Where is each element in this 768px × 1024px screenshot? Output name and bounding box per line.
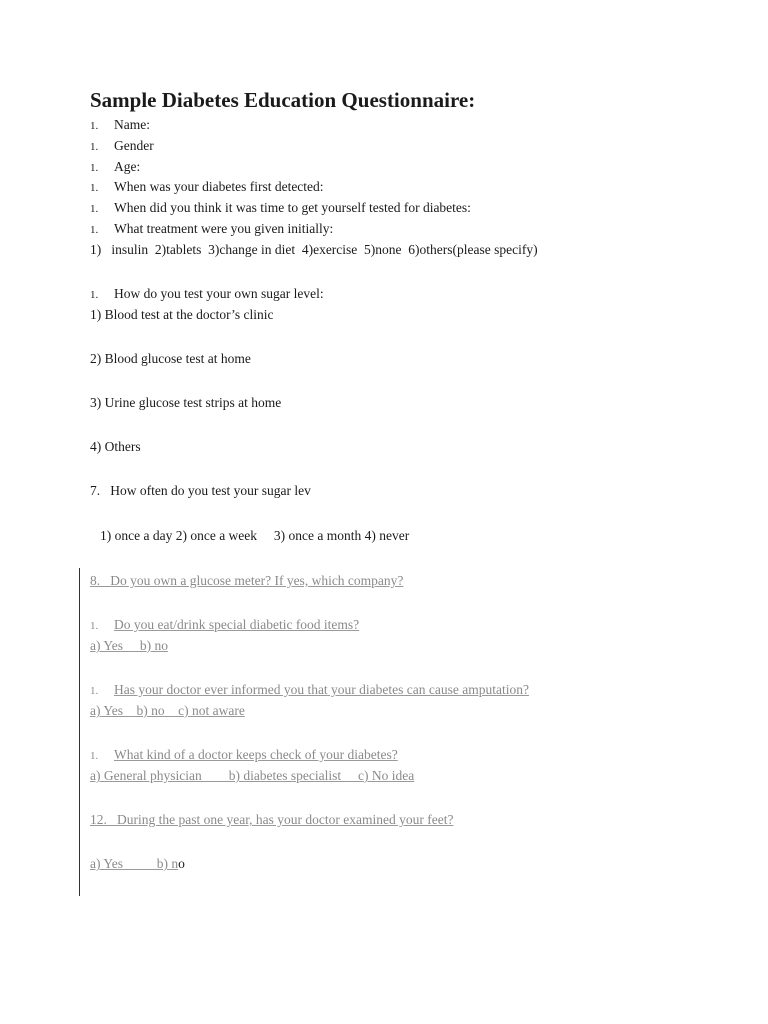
test-option: 1) Blood test at the doctor’s clinic: [90, 307, 274, 322]
list-number: 1.: [90, 224, 99, 236]
food-options: a) Yes b) no: [90, 638, 169, 653]
frequency-options: 1) once a day 2) once a week 3) once a month 4) never: [100, 528, 410, 543]
document-title: Sample Diabetes Education Questionnaire:: [90, 88, 476, 112]
test-option: 3) Urine glucose test strips at home: [90, 395, 282, 410]
list-number: 1.: [90, 620, 99, 632]
question-name: [90, 116, 150, 135]
treatment-options: 1) insulin 2)tablets 3)change in diet 4)exercise 5)none 6)others(please specify): [90, 242, 538, 257]
list-number: 1.: [90, 750, 99, 762]
list-number: 1.: [90, 162, 99, 174]
question-text: When was your diabetes first detected:: [114, 179, 324, 194]
question-text: Age:: [114, 159, 141, 174]
question-diabetic-food: [90, 616, 359, 635]
question-treatment: [90, 220, 333, 239]
question-text: What kind of a doctor keeps check of your diabetes?: [114, 747, 398, 762]
question-feet-exam: 12. During the past one year, has your doctor examined your feet?: [90, 812, 454, 827]
question-tested: [90, 199, 471, 218]
question-gender: [90, 137, 154, 156]
list-number: 1.: [90, 203, 99, 215]
list-number: 1.: [90, 685, 99, 697]
question-text: What treatment were you given initially:: [114, 221, 334, 236]
question-test-method: [90, 285, 324, 304]
feet-exam-options: [90, 855, 185, 873]
amputation-options: a) Yes b) no c) not aware: [90, 703, 245, 718]
question-text: How do you test your own sugar level:: [114, 286, 324, 301]
options-tracked-text: a) Yes b) n: [90, 856, 179, 871]
question-text: When did you think it was time to get yourself tested for diabetes:: [114, 200, 471, 215]
question-text: Name:: [114, 117, 150, 132]
question-doctor-type: [90, 746, 398, 765]
question-test-frequency: 7. How often do you test your sugar lev: [90, 483, 311, 498]
question-glucose-meter: 8. Do you own a glucose meter? If yes, which company?: [90, 573, 404, 588]
doctor-options: a) General physician b) diabetes specialist c) No idea: [90, 768, 415, 783]
list-number: 1.: [90, 120, 99, 132]
list-number: 1.: [90, 141, 99, 153]
question-text: Do you eat/drink special diabetic food items?: [114, 617, 360, 632]
list-number: 1.: [90, 182, 99, 194]
question-text: Has your doctor ever informed you that your diabetes can cause amputation?: [114, 682, 529, 697]
options-plain-text: o: [178, 856, 185, 871]
test-option: 2) Blood glucose test at home: [90, 351, 251, 366]
list-number: 1.: [90, 289, 99, 301]
test-option: 4) Others: [90, 439, 141, 454]
question-text: Gender: [114, 138, 154, 153]
question-detected: [90, 178, 324, 197]
question-age: [90, 158, 140, 177]
change-bar: [79, 568, 80, 896]
question-amputation: [90, 681, 529, 700]
